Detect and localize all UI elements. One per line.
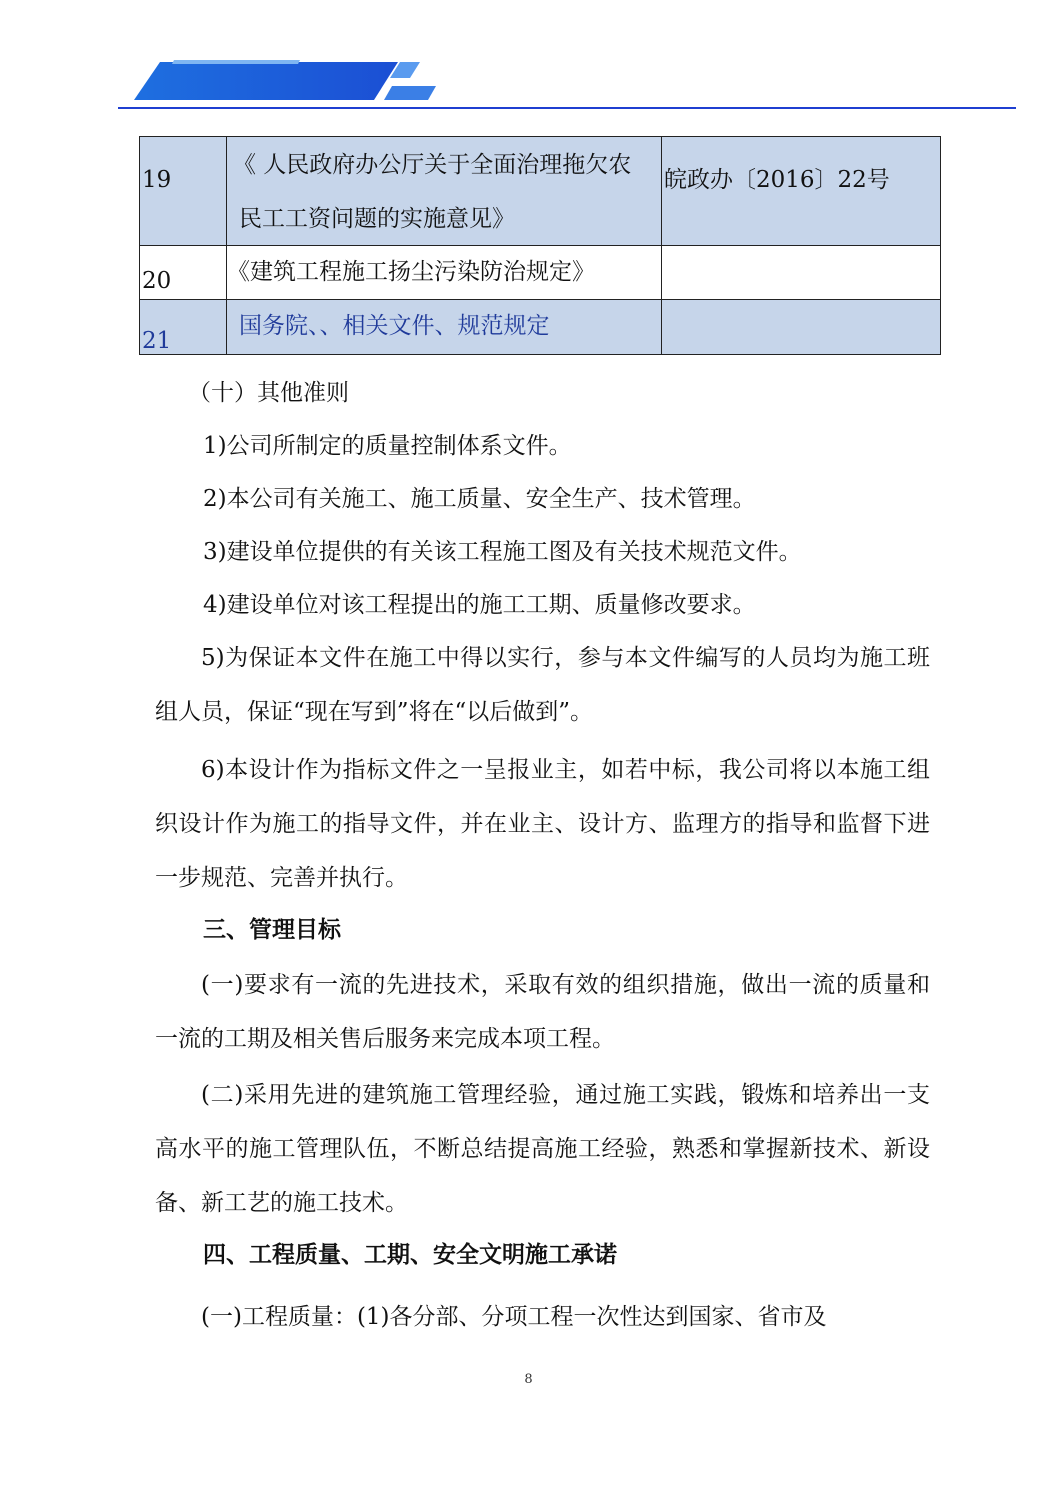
table-row: [140, 137, 941, 246]
rule-item-6: 6)本设计作为指标文件之一呈报业主，如若中标，我公司将以本施工组织设计作为施工的指导文件，并在业主、设计方、监理方的指导和监督下进一步规范、完善并执行。: [155, 757, 930, 891]
management-goal-2: (二)采用先进的建筑施工管理经验，通过施工实践，锻炼和培养出一支高水平的施工管理队伍，不断总结提高施工经验，熟悉和掌握新技术、新设备、新工艺的施工技术。: [155, 1082, 930, 1216]
quality-commitment: (一)工程质量：(1)各分部、分项工程一次性达到国家、省市及: [201, 1304, 827, 1330]
other-rules-heading: （十）其他准则: [188, 380, 349, 406]
row-number: 20: [142, 268, 172, 294]
row-number: 19: [142, 167, 172, 193]
regulation-title: 国务院、、相关文件、规范规定: [239, 313, 550, 339]
regulation-title: 《建筑工程施工扬尘污染防治规定》: [227, 259, 595, 285]
table-row: [140, 300, 941, 355]
commitment-heading: 四、工程质量、工期、安全文明施工承诺: [203, 1242, 617, 1268]
rule-item-2: 2)本公司有关施工、施工质量、安全生产、技术管理。: [203, 486, 756, 512]
rule-item-1: 1)公司所制定的质量控制体系文件。: [203, 433, 572, 459]
management-goal-1: (一)要求有一流的先进技术，采取有效的组织措施，做出一流的质量和一流的工期及相关售后服务来完成本项工程。: [155, 972, 930, 1052]
rule-item-4: 4)建设单位对该工程提出的施工工期、质量修改要求。: [203, 592, 756, 618]
header-rule: [118, 107, 1016, 109]
row-number: 21: [142, 328, 172, 354]
regulation-title: 《 人民政府办公厅关于全面治理拖欠农: [233, 152, 632, 178]
regulation-title-cont: 民工工资问题的实施意见》: [239, 206, 515, 232]
management-goals-heading: 三、管理目标: [203, 917, 341, 943]
company-logo: [130, 58, 450, 104]
table-row: [140, 246, 941, 300]
regulations-table: [139, 136, 941, 355]
document-number: 皖政办〔2016〕22号: [664, 167, 890, 193]
document-number: [662, 300, 940, 324]
page-number: 8: [524, 1372, 533, 1387]
document-number: [662, 246, 940, 270]
rule-item-5: 5)为保证本文件在施工中得以实行，参与本文件编写的人员均为施工班组人员，保证“现在写到”将在“以后做到”。: [155, 645, 930, 725]
rule-item-3: 3)建设单位提供的有关该工程施工图及有关技术规范文件。: [203, 539, 802, 565]
